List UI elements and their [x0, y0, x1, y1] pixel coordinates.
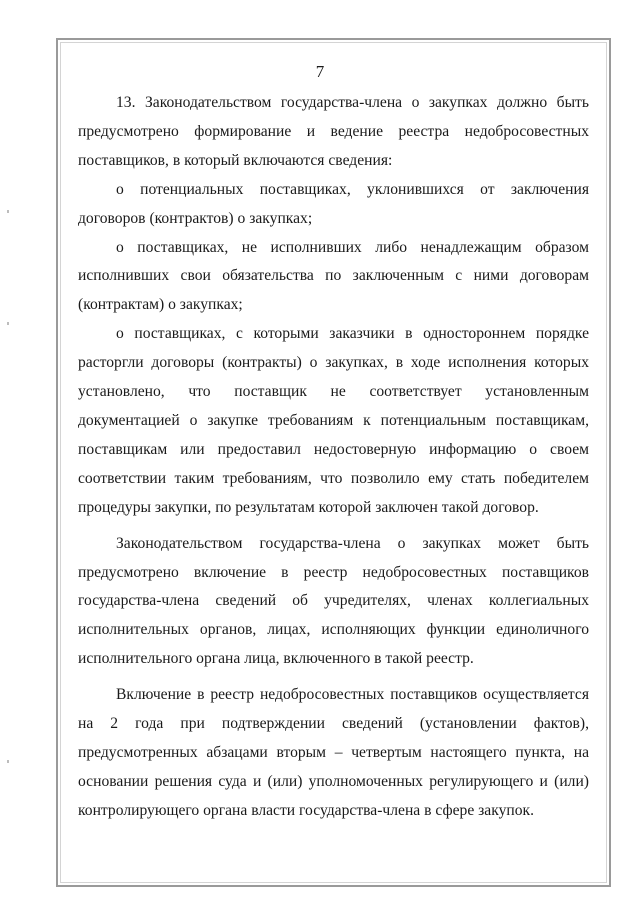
paragraph-evading-suppliers: о потенциальных поставщиках, уклонившихся от заключения договоров (контрактов) о закупках;: [78, 180, 589, 227]
paragraph-nonperforming-suppliers: о поставщиках, не исполнивших либо ненадлежащим образом исполнивших свои обязательства по заключенным с ними договорам (контрактам) о закупках;: [78, 238, 589, 314]
scan-mark: [7, 210, 9, 213]
paragraph-13-intro: 13. Законодательством государства-члена о закупках должно быть предусмотрено формирование и ведение реестра недобросовестных поставщиков, в который включаются сведения:: [78, 94, 589, 169]
paragraph-terminated-contracts: о поставщиках, с которыми заказчики в одностороннем порядке расторгли договоры (контракты) о закупках, в ходе исполнения которых установлено, что поставщик не соответствует установленным документацией о закупке требованиям к потенциальным поставщикам, поставщикам или предоставил недостоверную информацию о своем соответствии таким требованиям, что позволило ему стать победителем процедуры закупки, по результатам которой заключен такой договор.: [78, 325, 589, 516]
paragraph-founders-inclusion: Законодательством государства-члена о закупках может быть предусмотрено включение в реестр недобросовестных поставщиков государства-члена сведений об учредителях, членах коллегиальных исполнительных органов, лицах, исполняющих функции единоличного исполнительного органа лица, включенного в такой реестр.: [78, 534, 589, 668]
scan-mark: [7, 760, 9, 763]
paragraph-inclusion-term: Включение в реестр недобросовестных поставщиков осуществляется на 2 года при подтверждении сведений (установлении фактов), предусмотренных абзацами вторым – четвертым настоящего пункта, на основании решения суда и (или) уполномоченных регулирующего и (или) контролирующего органа власти государства-члена в сфере закупок.: [78, 686, 589, 819]
page-number: 7: [315, 62, 325, 81]
document-body: [78, 89, 589, 826]
scan-mark: [7, 322, 9, 325]
